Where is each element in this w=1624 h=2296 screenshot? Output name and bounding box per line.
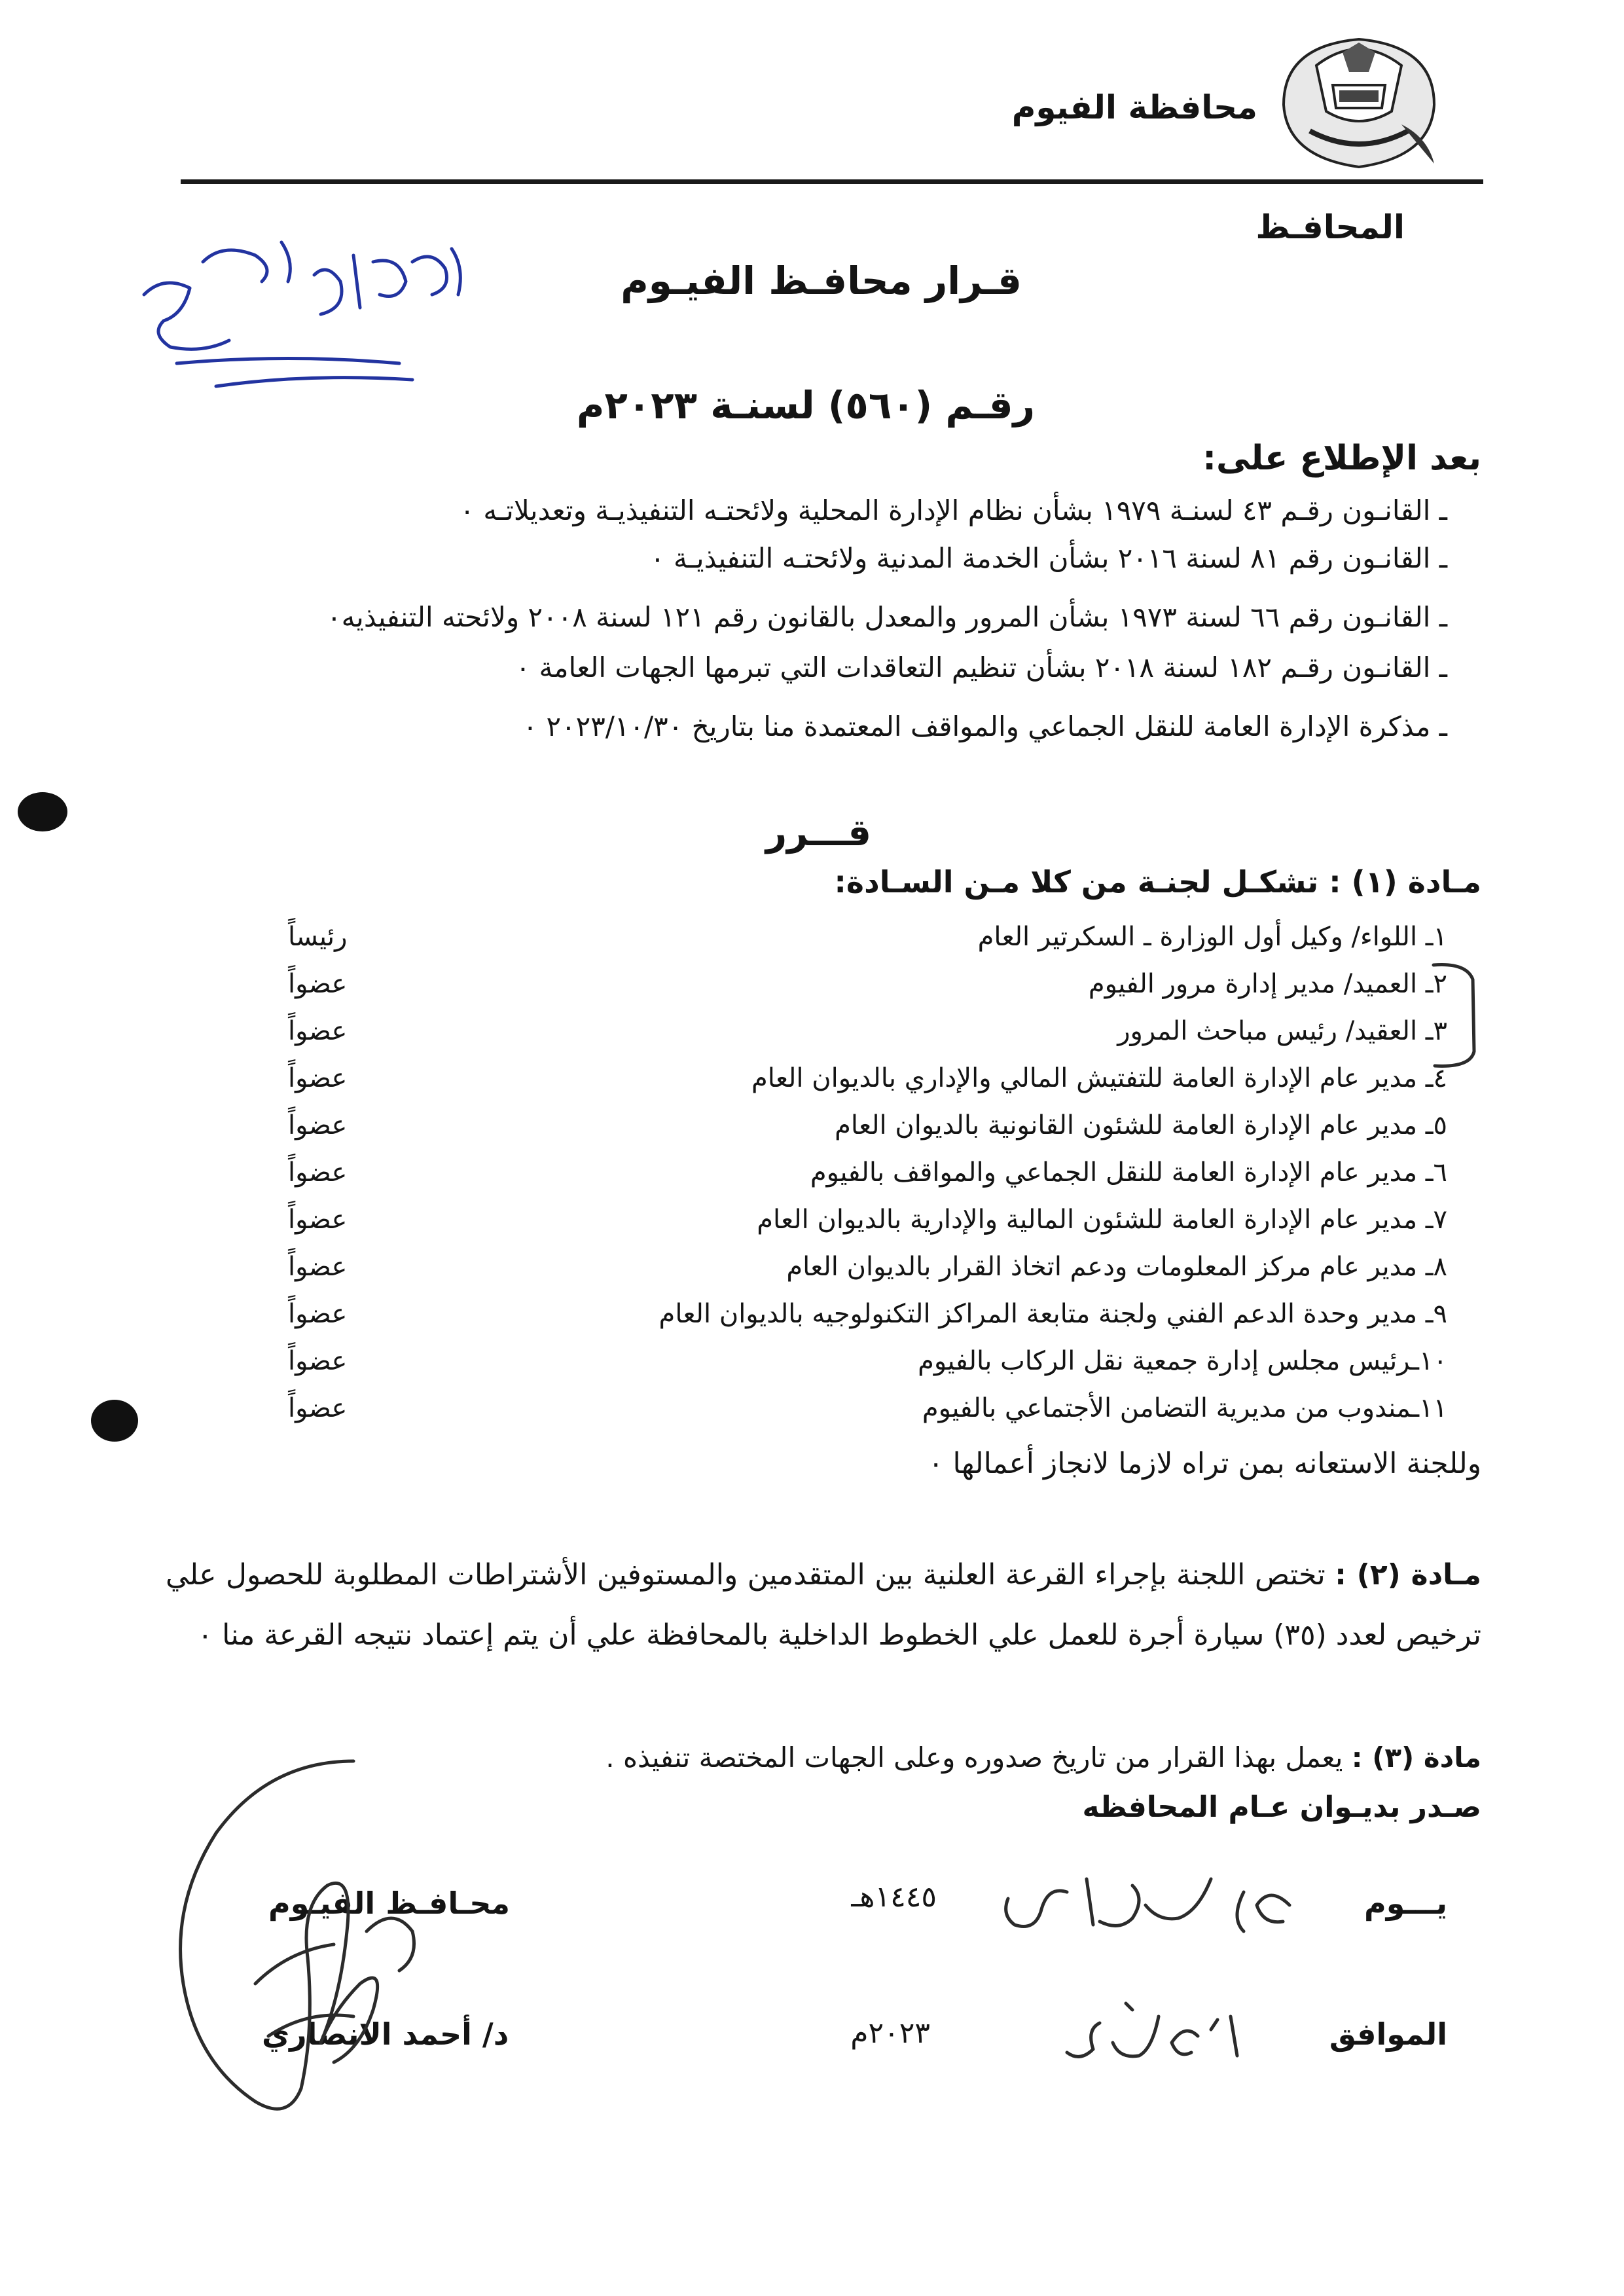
committee-member: ٣ـ العقيد/ رئيس مباحث المرور xyxy=(1117,1016,1447,1046)
decided-heading: قـــرر xyxy=(765,812,871,854)
article2-heading: مـادة (٢) : xyxy=(1335,1558,1481,1592)
pen-bracket-mark xyxy=(1427,960,1479,1071)
law-item: ـ مذكرة الإدارة العامة للنقل الجماعي والمواقف المعتمدة منا بتاريخ ٢٠٢٣/١٠/٣٠ ٠ xyxy=(522,710,1447,742)
committee-member-role: عضواً xyxy=(288,1252,348,1282)
committee-member: ١ـ اللواء/ وكيل أول الوزارة ـ السكرتير العام xyxy=(977,922,1447,952)
handwritten-gregorian-date xyxy=(1060,1990,1257,2075)
committee-member: ١١ـمندوب من مديرية التضامن الأجتماعي بالفيوم xyxy=(922,1393,1447,1423)
law-item: ـ القانـون رقـم ٤٣ لسنـة ١٩٧٩ بشأن نظام الإدارة المحلية ولائحتـه التنفيذيـة وتعديلاتـه ٠ xyxy=(460,494,1447,526)
issuer-role: المحافـظ xyxy=(1255,208,1405,246)
committee-member: ٢ـ العميد/ مدير إدارة مرور الفيوم xyxy=(1088,969,1447,999)
decision-title: قـرار محافـظ الفيـوم xyxy=(621,259,1022,303)
article3 xyxy=(605,1741,1481,1774)
law-item: ـ القانـون رقم ٦٦ لسنة ١٩٧٣ بشأن المرور والمعدل بالقانون رقم ١٢١ لسنة ٢٠٠٨ ولائحته التنفيذيه٠ xyxy=(327,601,1447,633)
governorate-emblem-icon xyxy=(1271,26,1447,177)
law-item: ـ القانـون رقم ٨١ لسنة ٢٠١٦ بشأن الخدمة المدنية ولائحتـه التنفيذيـة ٠ xyxy=(650,542,1447,574)
day-label: يـــوم xyxy=(1364,1886,1447,1921)
article3-text: يعمل بهذا القرار من تاريخ صدوره وعلى الجهات المختصة تنفيذه . xyxy=(605,1741,1343,1774)
committee-member: ٨ـ مدير عام مركز المعلومات ودعم اتخاذ القرار بالديوان العام xyxy=(786,1252,1447,1282)
committee-member-role: عضواً xyxy=(288,1299,348,1329)
decision-number: رقـم (٥٦٠) لسنـة ٢٠٢٣م xyxy=(576,383,1035,428)
committee-member: ٦ـ مدير عام الإدارة العامة للنقل الجماعي والمواقف بالفيوم xyxy=(810,1157,1447,1188)
handwritten-hijri-date xyxy=(982,1859,1309,1944)
committee-member: ٩ـ مدير وحدة الدعم الفني ولجنة متابعة المراكز التكنولوجيه بالديوان العام xyxy=(659,1299,1447,1329)
committee-member: ١٠ـرئيس مجلس إدارة جمعية نقل الركاب بالفيوم xyxy=(918,1346,1447,1376)
committee-member: ٧ـ مدير عام الإدارة العامة للشئون المالية والإدارية بالديوان العام xyxy=(757,1205,1447,1235)
governorate-name: محافظة الفيوم xyxy=(1011,88,1257,126)
signatory-title: محـافـظ الفيـوم xyxy=(268,1886,510,1921)
corresponding-label: الموافق xyxy=(1329,2016,1447,2052)
committee-member-role: عضواً xyxy=(288,1205,348,1235)
committee-member-role: رئيساً xyxy=(288,922,348,952)
committee-member-role: عضواً xyxy=(288,1063,348,1093)
governor-signature xyxy=(137,1735,452,2141)
handwritten-annotation xyxy=(124,223,491,399)
committee-member-role: عضواً xyxy=(288,1110,348,1140)
law-item: ـ القانـون رقـم ١٨٢ لسنة ٢٠١٨ بشأن تنظيم التعاقدات التي تبرمها الجهات العامة ٠ xyxy=(515,651,1447,683)
committee-member-role: عضواً xyxy=(288,1346,348,1376)
committee-member-role: عضواً xyxy=(288,1157,348,1188)
committee-member: ٤ـ مدير عام الإدارة العامة للتفتيش المالي والإداري بالديوان العام xyxy=(751,1063,1447,1093)
preamble-heading: بعد الإطلاع على: xyxy=(1202,439,1481,478)
article1-heading: مـادة (١) : تشكـل لجنـة من كلا مـن السـادة: xyxy=(834,864,1481,900)
issued-at: صـدر بديـوان عـام المحافظه xyxy=(1082,1791,1481,1824)
article2 xyxy=(166,1545,1481,1666)
hijri-year: ١٤٤٥هـ xyxy=(851,1880,937,1914)
committee-member: ٥ـ مدير عام الإدارة العامة للشئون القانونية بالديوان العام xyxy=(835,1110,1447,1140)
gregorian-year: ٢٠٢٣م xyxy=(850,2016,930,2050)
committee-member-role: عضواً xyxy=(288,969,348,999)
article3-heading: مادة (٣) : xyxy=(1351,1741,1481,1774)
header-divider xyxy=(181,179,1483,184)
signatory-name: د/ أحمد الانصاري xyxy=(262,2016,509,2052)
committee-member-role: عضواً xyxy=(288,1016,348,1046)
committee-member-role: عضواً xyxy=(288,1393,348,1423)
punch-hole-mark xyxy=(13,786,72,838)
punch-hole-mark xyxy=(85,1394,144,1447)
article2-text: تختص اللجنة بإجراء القرعة العلنية بين المتقدمين والمستوفين الأشتراطات المطلوبة للحصول علي ترخيص لعدد (٣٥) سيارة أجرة للعمل علي الخطوط الداخلية بالمحافظة علي أن يتم إعتماد نتيجه القرعة منا ٠ xyxy=(166,1558,1481,1652)
committee-note: وللجنة الاستعانه بمن تراه لازما لانجاز أعمالها ٠ xyxy=(928,1447,1481,1480)
